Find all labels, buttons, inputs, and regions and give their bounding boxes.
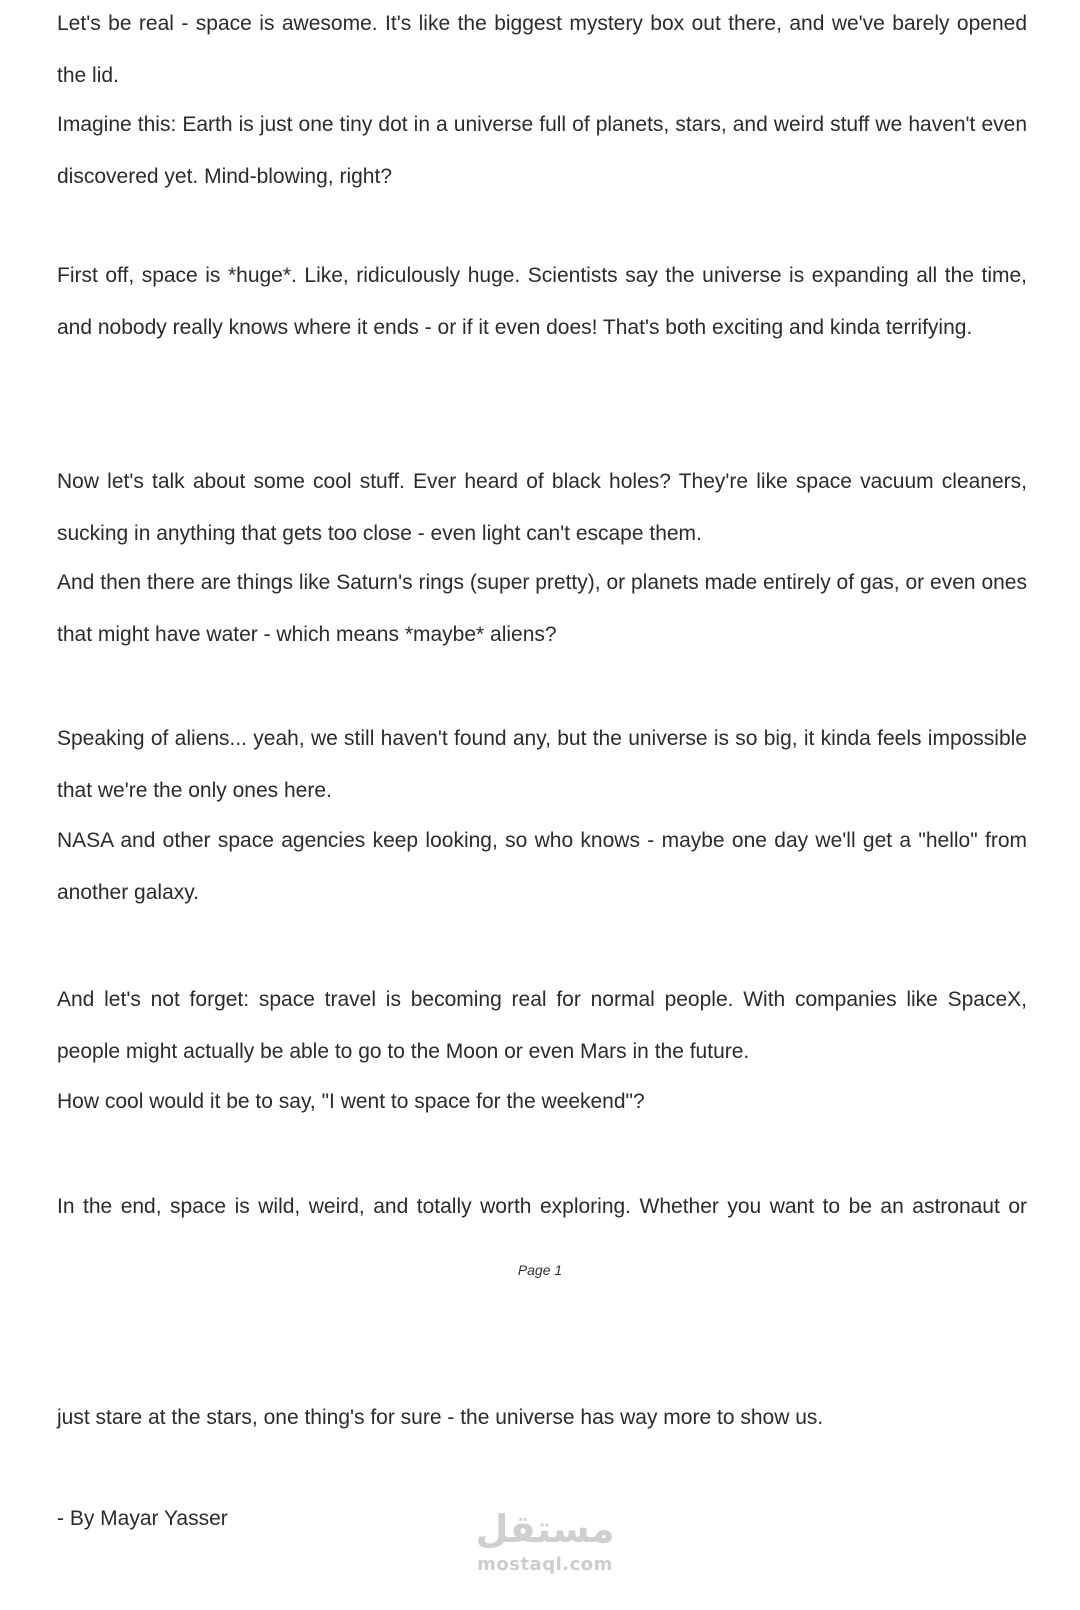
- paragraph-space-huge: First off, space is *huge*. Like, ridiculously huge. Scientists say the universe is expanding all the time, and nobody really knows where it ends - or if it even does! That's both exciting and kinda terrifying.: [57, 264, 1027, 339]
- paragraph-intro: Let's be real - space is awesome. It's like the biggest mystery box out there, and we've barely opened the lid.: [57, 12, 1027, 87]
- paragraph-saturn: And then there are things like Saturn's rings (super pretty), or planets made entirely of gas, or even ones that might have water - which means *maybe* aliens?: [57, 571, 1027, 646]
- mostaql-watermark: [470, 1504, 620, 1594]
- paragraph-black-holes: Now let's talk about some cool stuff. Ever heard of black holes? They're like space vacuum cleaners, sucking in anything that gets too close - even light can't escape them.: [57, 470, 1027, 545]
- watermark-domain: mostaql.com: [477, 1554, 613, 1575]
- paragraph-aliens: Speaking of aliens... yeah, we still haven't found any, but the universe is so big, it kinda feels impossible that we're the only ones here.: [57, 727, 1027, 802]
- watermark-logo: مستقل: [475, 1507, 615, 1551]
- paragraph-conclusion-end: just stare at the stars, one thing's for sure - the universe has way more to show us.: [57, 1406, 824, 1429]
- page-number: Page 1: [517, 1262, 563, 1278]
- paragraph-imagine: Imagine this: Earth is just one tiny dot in a universe full of planets, stars, and weird stuff we haven't even discovered yet. Mind-blowing, right?: [57, 113, 1027, 188]
- paragraph-conclusion-start: In the end, space is wild, weird, and totally worth exploring. Whether you want to be an astronaut or: [57, 1195, 1027, 1218]
- paragraph-weekend: How cool would it be to say, "I went to space for the weekend"?: [57, 1090, 645, 1113]
- author-signature: - By Mayar Yasser: [57, 1507, 228, 1530]
- paragraph-nasa: NASA and other space agencies keep looking, so who knows - maybe one day we'll get a "hello" from another galaxy.: [57, 829, 1027, 904]
- paragraph-space-travel: And let's not forget: space travel is becoming real for normal people. With companies like SpaceX, people might actually be able to go to the Moon or even Mars in the future.: [57, 988, 1027, 1063]
